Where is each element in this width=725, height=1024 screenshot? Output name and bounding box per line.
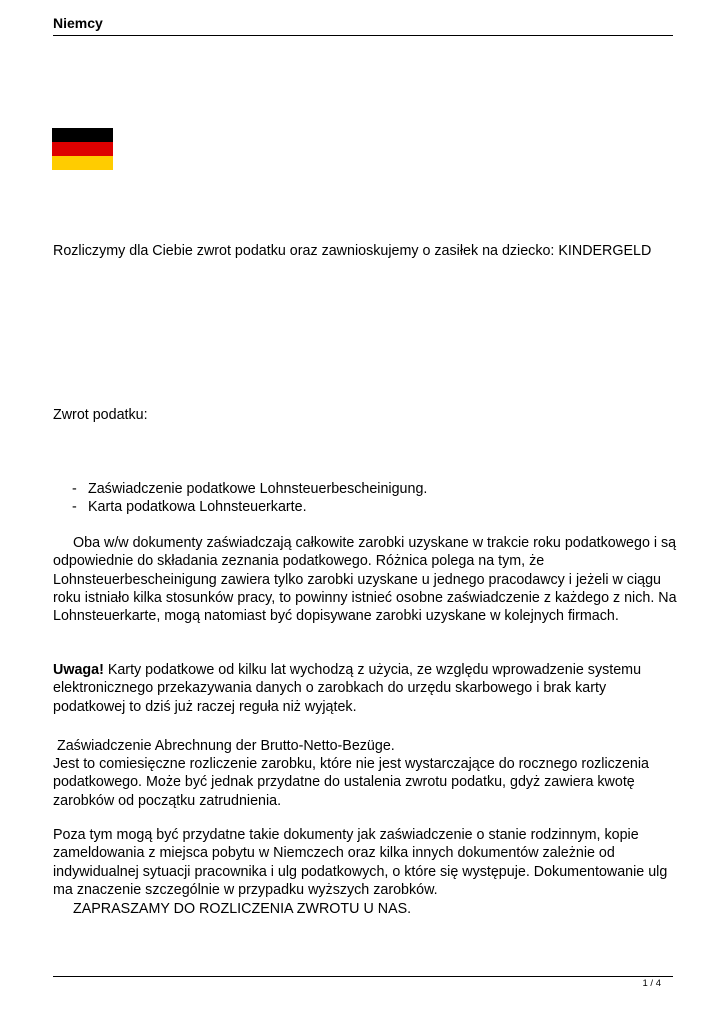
other-documents-paragraph: Poza tym mogą być przydatne takie dokumenty jak zaświadczenie o stanie rodzinnym, kopie zameldowania z miejsca pobytu w Niemczech oraz kilka innych dokumentów zależnie od indywidualnej sytuacji pracownika i ulg podatkowych, o które się występuje. Dokumentowanie ulg ma znaczenie szczególnie w przypadku wyższych zarobków. [53, 827, 668, 898]
page-number: 1 / 4 [642, 978, 661, 989]
warning-label: Uwaga! [53, 662, 104, 678]
list-item: - Zaświadczenie podatkowe Lohnsteuerbescheinigung. [72, 481, 428, 497]
page-header-title: Niemcy [53, 15, 103, 31]
invitation-text: ZAPRASZAMY DO ROZLICZENIA ZWROTU U NAS. [73, 901, 412, 917]
warning-paragraph: Uwaga! Karty podatkowe od kilku lat wychodzą z użycia, ze względu wprowadzenie systemu elektronicznego przekazywania danych o zarobkach do urzędu skarbowego i brak karty podatkowej to dziś już raczej reguła niż wyjątek. [53, 662, 642, 715]
flag-stripe-gold [52, 156, 113, 170]
list-item: - Karta podatkowa Lohnsteuerkarte. [72, 499, 307, 516]
documents-description-paragraph: Oba w/w dokumenty zaświadczają całkowite zarobki uzyskane w trakcie roku podatkowego i są odpowiednie do składania zeznania podatkowego. Różnica polega na tym, że Lohnsteuerbescheinigung zawiera tylko zarobki uzyskane u jednego pracodawcy i jeżeli w ciągu roku istniało kilka stosunków pracy, to powinny istnieć osobne zaświadczenie z każdego z nich. Na Lohnsteuerkarte, mogą natomiast być dopisywane zarobki uzyskane w kolejnych firmach. [53, 535, 677, 625]
flag-stripe-red [52, 142, 113, 156]
abrechnung-paragraph: Jest to comiesięczne rozliczenie zarobku, które nie jest wystarczające do rocznego rozliczenia podatkowego. Może być jednak przydatne do ustalenia zwrotu podatku, gdyż zawiera kwotę zarobków od początku zatrudnienia. [53, 756, 649, 809]
footer-divider [53, 976, 673, 977]
header-divider [53, 35, 673, 36]
documents-list [72, 480, 427, 517]
flag-stripe-black [52, 128, 113, 142]
germany-flag-image [52, 128, 113, 170]
section-title: Zwrot podatku: [53, 407, 148, 423]
intro-paragraph: Rozliczymy dla Ciebie zwrot podatku oraz zawnioskujemy o zasiłek na dziecko: KINDERGELD [53, 243, 652, 259]
abrechnung-title: Zaświadczenie Abrechnung der Brutto-Netto-Bezüge. [53, 738, 395, 754]
